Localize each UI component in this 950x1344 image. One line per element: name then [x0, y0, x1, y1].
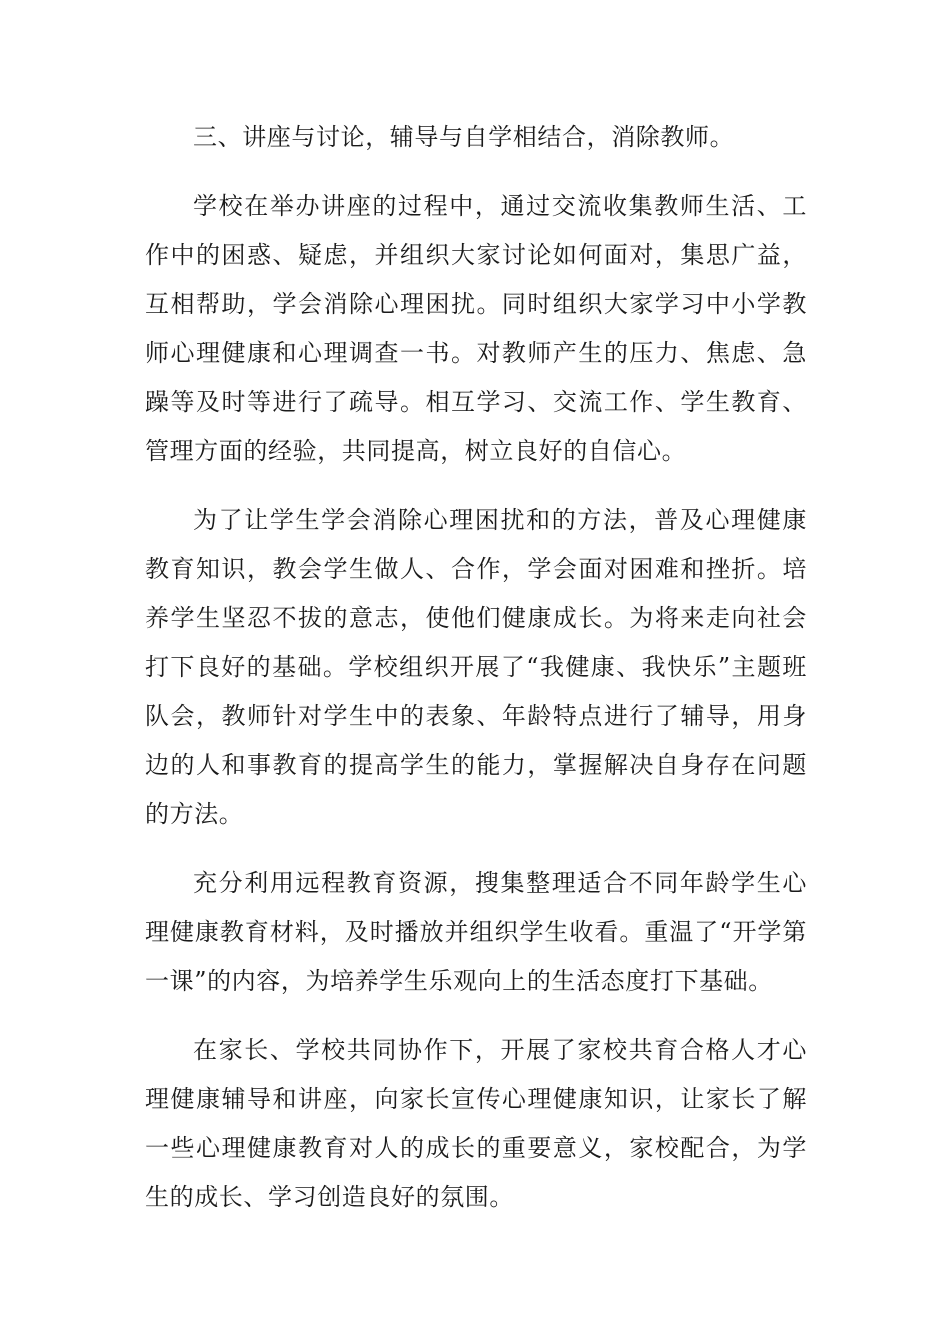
paragraph-student-education: 为了让学生学会消除心理困扰和的方法，普及心理健康教育知识，教会学生做人、合作，学会面对困难和挫折。培养学生坚忍不拔的意志，使他们健康成长。为将来走向社会打下良好的基础。学校组织开展了“我健康、我快乐”主题班队会，教师针对学生中的表象、年龄特点进行了辅导，用身边的人和事教育的提高学生的能力，掌握解决自身存在问题的方法。: [145, 506, 807, 828]
paragraph-teacher-lectures: 学校在举办讲座的过程中，通过交流收集教师生活、工作中的困惑、疑虑，并组织大家讨论如何面对，集思广益，互相帮助，学会消除心理困扰。同时组织大家学习中小学教师心理健康和心理调查一书。对教师产生的压力、焦虑、急躁等及时等进行了疏导。相互学习、交流工作、学生教育、管理方面的经验，共同提高，树立良好的自信心。: [145, 192, 807, 465]
document-body: [145, 113, 807, 1242]
paragraph-remote-education: 充分利用远程教育资源，搜集整理适合不同年龄学生心理健康教育材料，及时播放并组织学生收看。重温了“开学第一课”的内容，为培养学生乐观向上的生活态度打下基础。: [145, 869, 807, 995]
section-heading: 三、讲座与讨论，辅导与自学相结合，消除教师。: [193, 123, 735, 151]
paragraph-family-school: 在家长、学校共同协作下，开展了家校共育合格人才心理健康辅导和讲座，向家长宣传心理健康知识，让家长了解一些心理健康教育对人的成长的重要意义，家校配合，为学生的成长、学习创造良好的氛围。: [145, 1036, 807, 1211]
